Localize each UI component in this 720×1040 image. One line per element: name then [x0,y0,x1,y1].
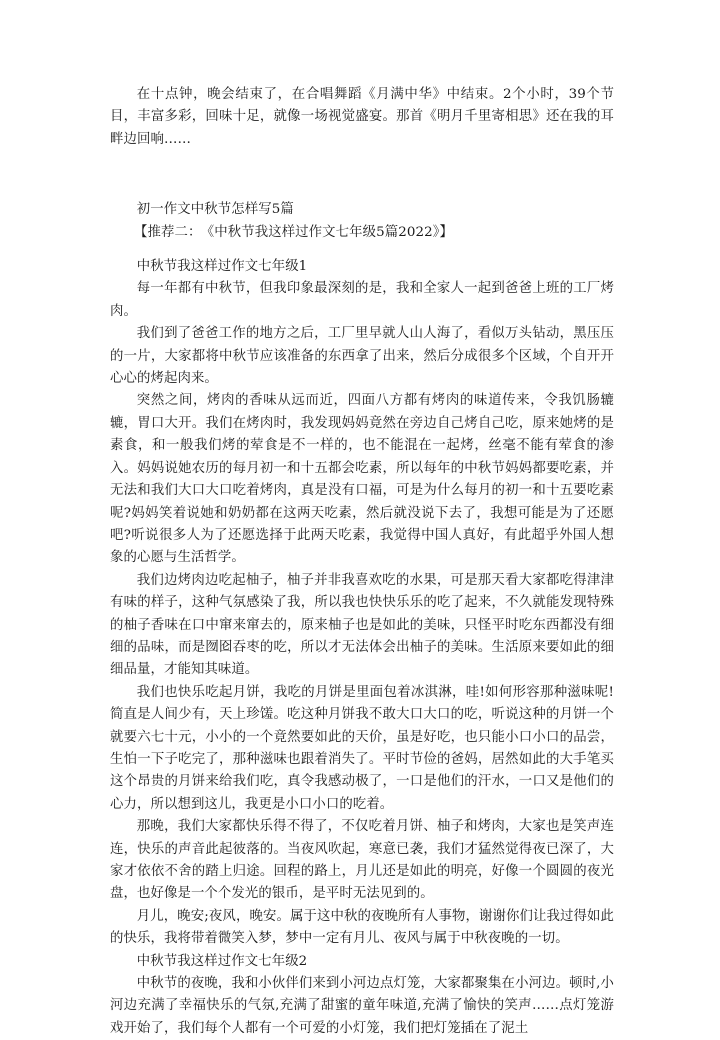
document-page [110,84,614,1040]
essay-2-title: 中秋节我这样过作文七年级2 [136,953,308,969]
essay-1-paragraph: 那晚，我们大家都快乐得不得了，不仅吃着月饼、柚子和烤肉，大家也是笑声连连，快乐的声音此起彼落的。当夜风吹起，寒意已袭，我们才猛然觉得夜已深了，大家才依依不舍的踏上归途。回程的路上，月儿还是如此的明亮，好像一个圆圆的夜光盘，也好像是一个个发光的银币，是平时无法见到的。 [110,819,614,902]
essay-1-paragraph: 月儿，晚安;夜风，晚安。属于这中秋的夜晚所有人事物，谢谢你们让我过得如此的快乐，我将带着微笑入梦，梦中一定有月儿、夜风与属于中秋夜晚的一切。 [110,908,614,947]
essay-1-paragraph: 我们也快乐吃起月饼，我吃的月饼是里面包着冰淇淋，哇!如何形容那种滋味呢!简直是人间少有，天上珍馐。吃这种月饼我不敢大口大口的吃，听说这种的月饼一个就要六七十元，小小的一个竟然要如此的天价，虽是好吃，也只能小口小口的品尝，生怕一下子吃完了，那种滋味也跟着消失了。平时节俭的爸妈，居然如此的大手笔买这个昂贵的月饼来给我们吃，真令我感动极了，一口是他们的汗水，一口又是他们的心力，所以想到这儿，我更是小口小口的吃着。 [110,684,614,812]
essay-1-paragraph: 我们边烤肉边吃起柚子，柚子并非我喜欢吃的水果，可是那天看大家都吃得津津有味的样子，这种气氛感染了我，所以我也快快乐乐的吃了起来，不久就能发现特殊的柚子香味在口中窜来窜去的，原来柚子也是如此的美味，只怪平时吃东西都没有细细的品味，而是囫囵吞枣的吃，所以才无法体会出柚子的美味。生活原来要如此的细细品量，才能知其味道。 [110,572,614,678]
essay-1-paragraph: 我们到了爸爸工作的地方之后，工厂里早就人山人海了，看似万头钻动，黑压压的一片，大家都将中秋节应该准备的东西拿了出来，然后分成很多个区域，个自开开心心的烤起肉来。 [110,326,614,387]
essay-1-paragraph: 突然之间，烤肉的香味从远而近，四面八方都有烤肉的味道传来，令我饥肠辘辘，胃口大开。我们在烤肉时，我发现妈妈竟然在旁边自己烤自己吃，原来她烤的是素食，和一般我们烤的荤食是不一样的，也不能混在一起烤，丝毫不能有荤食的渗入。妈妈说她农历的每月初一和十五都会吃素，所以每年的中秋节妈妈都要吃素，并无法和我们大口大口吃着烤肉，真是没有口福，可是为什么每月的初一和十五要吃素呢?妈妈笑着说她和奶奶都在这两天吃素，然后就没说下去了，我想可能是为了还愿吧?听说很多人为了还愿选择于此两天吃素，我觉得中国人真好，有此超乎外国人想象的心愿与生活哲学。 [110,393,614,566]
recommend-line [134,222,614,244]
intro-paragraph: 在十点钟，晚会结束了，在合唱舞蹈《月满中华》中结束。2个小时，39个节目，丰富多彩，回味十足，就像一场视觉盛宴。那首《明月千里寄相思》还在我的耳畔边回响…… [110,87,614,147]
recommend-link[interactable]: 《中秋节我这样过作文七年级5篇2022》】 [207,224,453,240]
essay-1-title: 中秋节我这样过作文七年级1 [136,259,308,275]
essay-1-paragraph: 每一年都有中秋节，但我印象最深刻的是，我和全家人一起到爸爸上班的工厂烤肉。 [110,281,614,319]
article-title: 初一作文中秋节怎样写5篇 [136,202,294,218]
recommend-label: 【推荐二： [134,224,202,240]
essay-2-paragraph: 中秋节的夜晚，我和小伙伴们来到小河边点灯笼，大家都聚集在小河边。顿时,小河边充满了幸福快乐的气氛,充满了甜蜜的童年味道,充满了愉快的笑声……点灯笼游戏开始了，我们每个人都有一个可爱的小灯笼，我们把灯笼插在了泥土 [110,976,614,1036]
